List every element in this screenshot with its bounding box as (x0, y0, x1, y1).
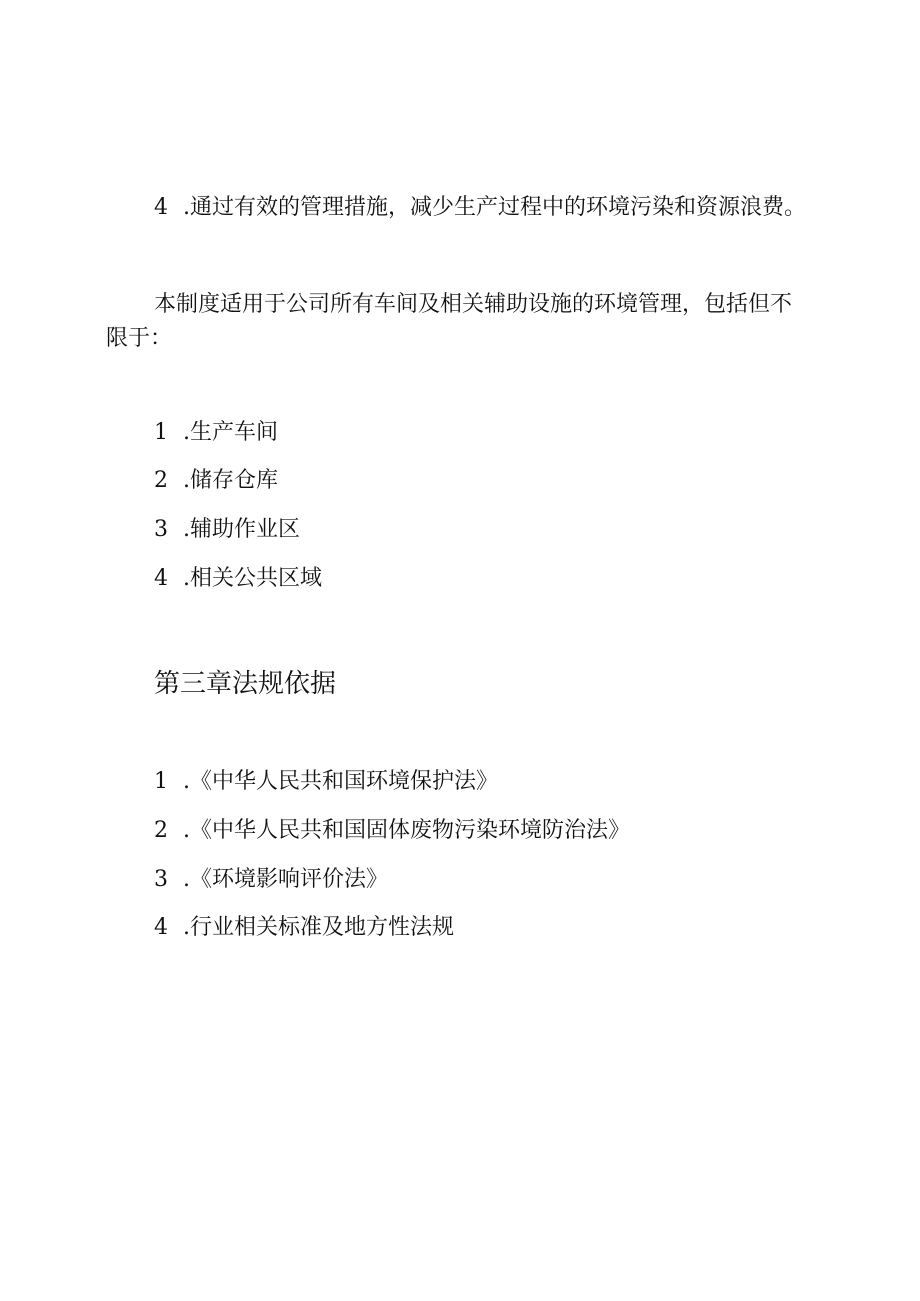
scope-item-3 (154, 515, 300, 545)
law-item-1 (154, 767, 498, 797)
scope-paragraph: 本制度适用于公司所有车间及相关辅助设施的环境管理，包括但不限于： (106, 292, 793, 351)
list-number: 4 (154, 566, 168, 591)
law-item-4 (154, 913, 454, 943)
list-text: .通过有效的管理措施，减少生产过程中的环境污染和资源浪费。 (183, 195, 806, 220)
list-text: .辅助作业区 (183, 517, 300, 542)
list-number: 1 (154, 420, 168, 445)
list-number: 3 (154, 867, 168, 892)
list-text: .《中华人民共和国环境保护法》 (183, 769, 498, 794)
list-number: 4 (154, 915, 168, 940)
law-item-3 (154, 865, 388, 895)
chapter-3-title: 第三章法规依据 (154, 669, 337, 699)
list-text: .《环境影响评价法》 (183, 867, 388, 892)
list-text: .生产车间 (183, 420, 278, 445)
list-number: 2 (154, 818, 168, 843)
list-number: 4 (154, 195, 168, 220)
scope-item-4 (154, 564, 322, 594)
goal-item-4 (154, 193, 806, 223)
law-item-2 (154, 816, 630, 846)
scope-item-1 (154, 418, 278, 448)
list-number: 2 (154, 468, 168, 493)
list-number: 1 (154, 769, 168, 794)
list-text: .行业相关标准及地方性法规 (183, 915, 454, 940)
scope-item-2 (154, 466, 278, 496)
list-number: 3 (154, 517, 168, 542)
list-text: .相关公共区域 (183, 566, 322, 591)
list-text: .《中华人民共和国固体废物污染环境防治法》 (183, 818, 630, 843)
list-text: .储存仓库 (183, 468, 278, 493)
